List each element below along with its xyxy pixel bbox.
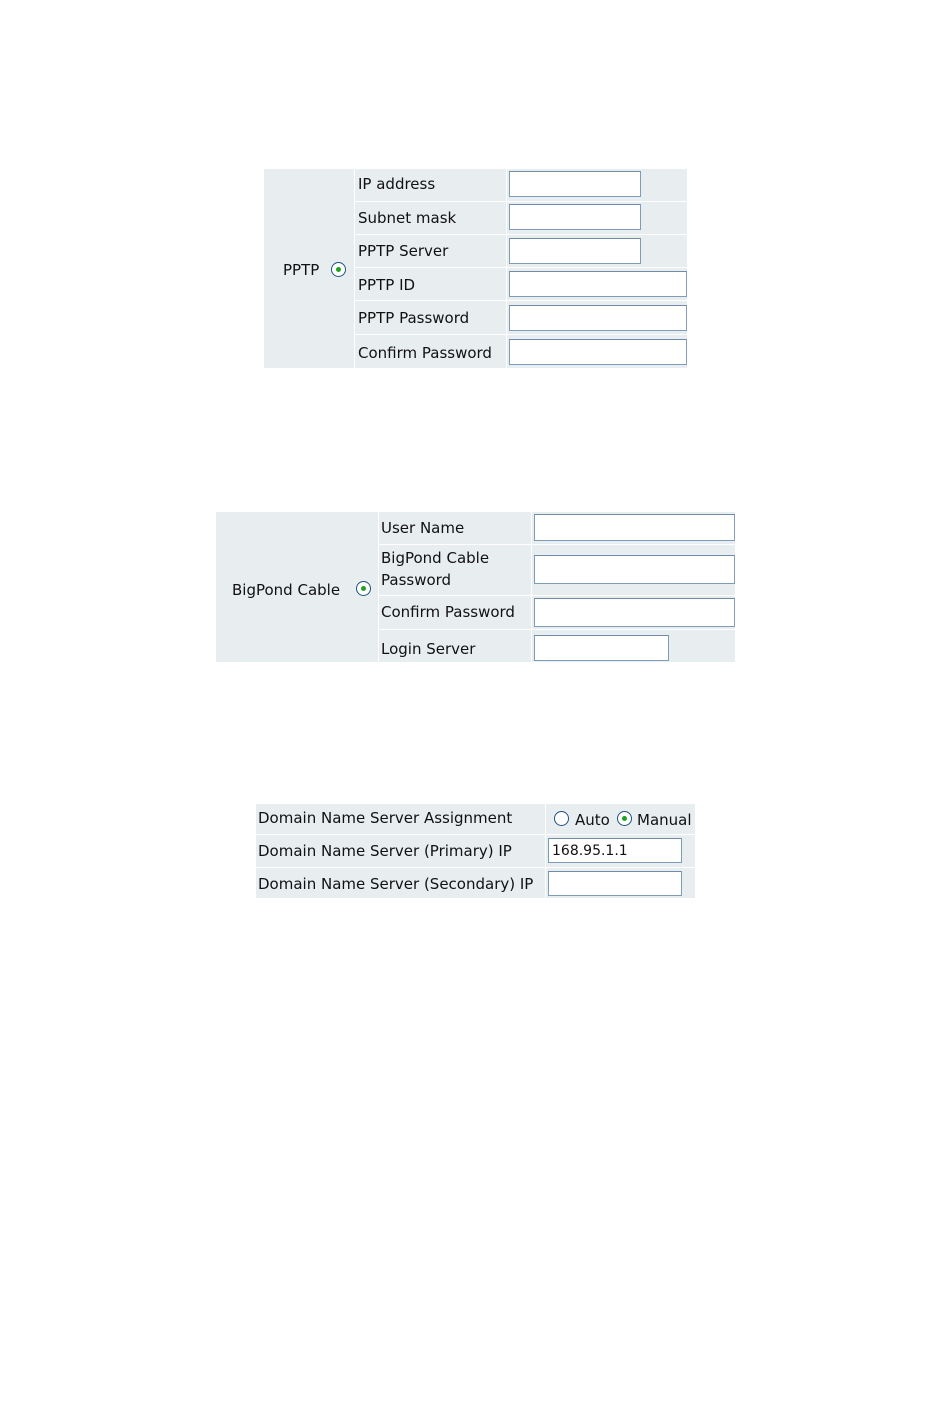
- dns-auto-radio[interactable]: [554, 811, 569, 826]
- dns-panel: [256, 804, 695, 898]
- dns-secondary-input[interactable]: [548, 871, 682, 896]
- pptp-password-label: PPTP Password: [358, 309, 470, 327]
- pptp-id-label: PPTP ID: [358, 276, 416, 294]
- bigpond-username-label: User Name: [381, 519, 465, 537]
- pptp-confirm-password-input[interactable]: [509, 339, 687, 365]
- bigpond-password-label-line1: BigPond Cable: [381, 549, 490, 567]
- bigpond-confirm-password-input[interactable]: [534, 598, 735, 627]
- pptp-server-input[interactable]: [509, 238, 641, 264]
- pptp-password-input[interactable]: [509, 305, 687, 331]
- dns-auto-label: Auto: [575, 811, 610, 829]
- bigpond-radio[interactable]: [356, 581, 371, 596]
- bigpond-username-input[interactable]: [534, 514, 735, 541]
- pptp-option-label: PPTP: [283, 261, 320, 279]
- bigpond-password-label-line2: Password: [381, 571, 452, 589]
- pptp-subnet-label: Subnet mask: [358, 209, 457, 227]
- dns-manual-label: Manual: [637, 811, 692, 829]
- pptp-id-input[interactable]: [509, 271, 687, 297]
- bigpond-panel: [216, 512, 735, 662]
- pptp-server-label: PPTP Server: [358, 242, 449, 260]
- dns-secondary-label: Domain Name Server (Secondary) IP: [258, 875, 534, 893]
- dns-manual-radio[interactable]: [617, 811, 632, 826]
- divider: [354, 169, 355, 368]
- dns-primary-label: Domain Name Server (Primary) IP: [258, 842, 512, 860]
- dns-assignment-label: Domain Name Server Assignment: [258, 809, 513, 827]
- dns-primary-input[interactable]: [548, 838, 682, 863]
- bigpond-login-server-label: Login Server: [381, 640, 476, 658]
- bigpond-login-server-input[interactable]: [534, 635, 669, 661]
- bigpond-password-input[interactable]: [534, 555, 735, 584]
- bigpond-confirm-password-label: Confirm Password: [381, 603, 515, 621]
- bigpond-option-label: BigPond Cable: [232, 581, 341, 599]
- pptp-ip-input[interactable]: [509, 171, 641, 197]
- pptp-radio[interactable]: [331, 262, 346, 277]
- pptp-subnet-input[interactable]: [509, 204, 641, 230]
- pptp-panel: [264, 169, 687, 368]
- pptp-ip-label: IP address: [358, 175, 436, 193]
- pptp-confirm-password-label: Confirm Password: [358, 344, 492, 362]
